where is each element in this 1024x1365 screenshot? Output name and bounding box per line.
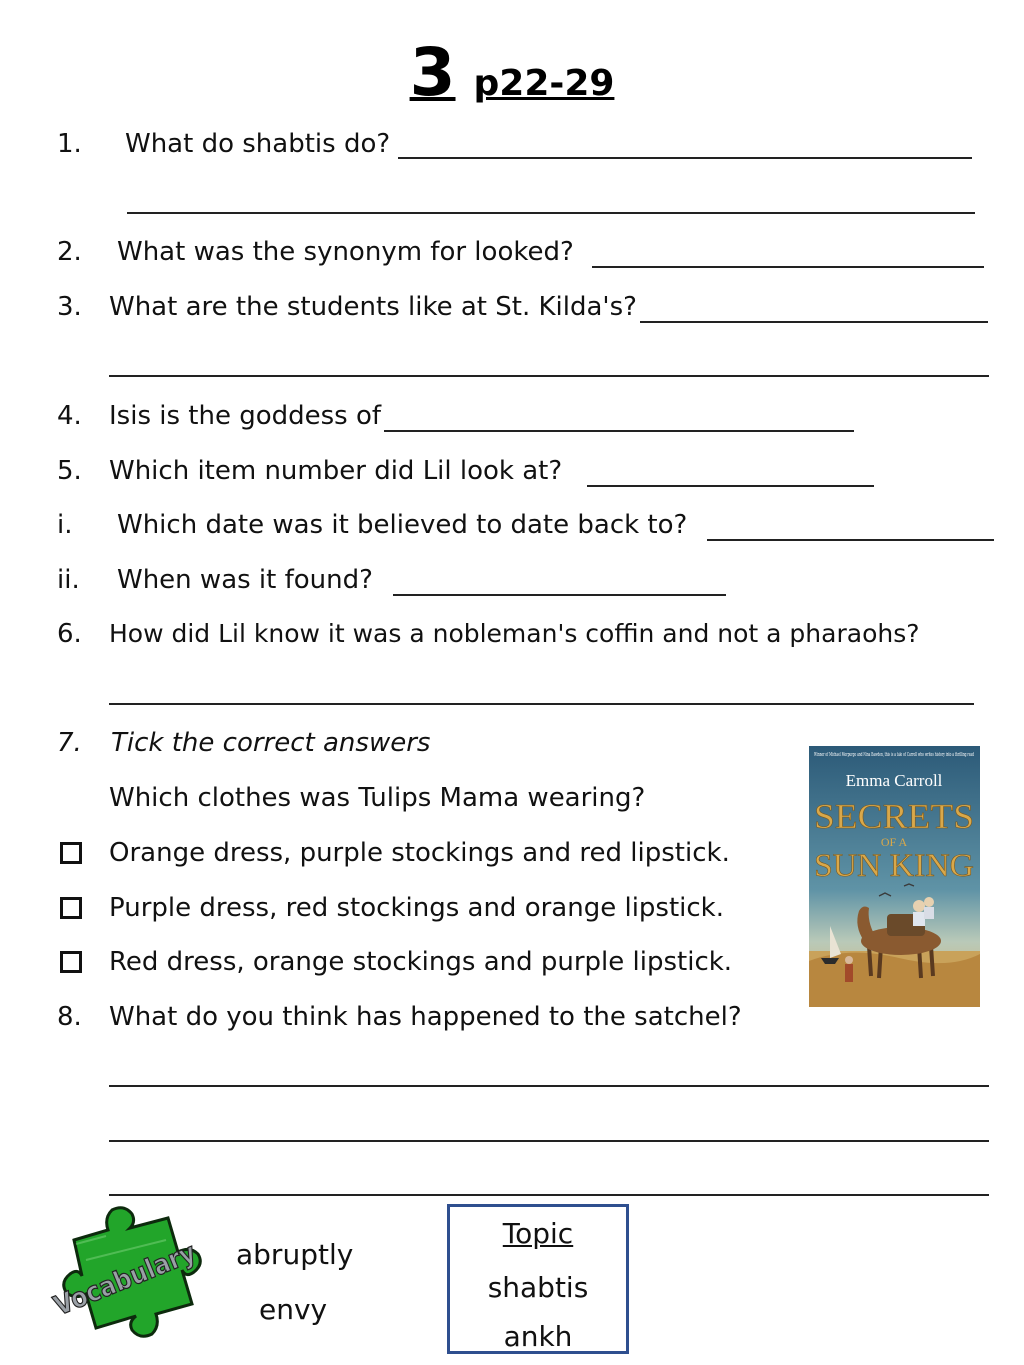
chapter-number: 3 xyxy=(409,34,456,111)
book-cover xyxy=(809,746,980,1007)
answer-line-5-ii[interactable] xyxy=(393,594,726,596)
topic-word-2: ankh xyxy=(503,1320,573,1353)
answer-line-3a[interactable] xyxy=(640,321,988,323)
worksheet-page: 3 p22-29 1. What do shabtis do? 2. What was the synonym for looked? 3. What are the students like at St. Kilda's? 4. Isis is the goddess of 5. Which item number did Lil look at? i. Which date was it believed to date back to? ii. When was it found? 6. How did Lil know it was a nobleman's coffin and not a pharaohs? 7. Tick the correct answers Which clothes was Tulips Mama wearing? Orange dress, purple stockings and red lipstick. Purple dress, red stockings and orange lipstick. Red dress, orange stockings and purple lipstick. 8. What do you think has happened to the satchel? Winner of Michael Morpurgo and Nina Bawden, this is a tale of Carroll who writes history into a thrilling read Emma Carroll SECRETS OF A SUN KING Vocabulary abruptly envy Topic shabtis ankh xyxy=(0,0,1024,1365)
figure-illustration xyxy=(845,956,853,982)
answer-line-8b[interactable] xyxy=(109,1140,989,1142)
topic-box xyxy=(447,1204,629,1354)
topic-heading: Topic xyxy=(502,1217,574,1250)
page-title xyxy=(0,34,1024,111)
answer-line-1b[interactable] xyxy=(127,212,975,214)
answer-line-1a[interactable] xyxy=(398,157,972,159)
book-blurb: Winner of Michael Morpurgo and Nina Bawden, this is a tale of Carroll who writes history into a thrilling read xyxy=(814,752,975,758)
page-range: p22-29 xyxy=(473,63,615,104)
book-title-line1: SECRETS xyxy=(814,797,974,836)
book-author: Emma Carroll xyxy=(845,771,943,790)
book-title-line2: OF A xyxy=(880,835,908,849)
answer-line-8a[interactable] xyxy=(109,1085,989,1087)
checkbox-option-3[interactable] xyxy=(60,951,82,973)
topic-word-1: shabtis xyxy=(487,1271,589,1304)
puzzle-piece-icon xyxy=(46,1200,206,1355)
vocabulary-badge xyxy=(46,1200,206,1355)
answer-line-5-i[interactable] xyxy=(707,539,994,541)
answer-line-4[interactable] xyxy=(384,430,854,432)
vocabulary-label: Vocabulary xyxy=(49,1230,206,1323)
checkbox-option-1[interactable] xyxy=(60,842,82,864)
answer-line-8c[interactable] xyxy=(109,1194,989,1196)
book-title-line3: SUN KING xyxy=(814,848,974,884)
checkbox-option-2[interactable] xyxy=(60,897,82,919)
answer-line-6[interactable] xyxy=(109,703,974,705)
vocab-word-1: abruptly xyxy=(236,1238,354,1271)
vocab-word-2: envy xyxy=(259,1293,328,1326)
answer-line-3b[interactable] xyxy=(109,375,989,377)
answer-line-5[interactable] xyxy=(587,485,874,487)
answer-line-2[interactable] xyxy=(592,266,984,268)
book-cover-art xyxy=(809,746,980,1007)
